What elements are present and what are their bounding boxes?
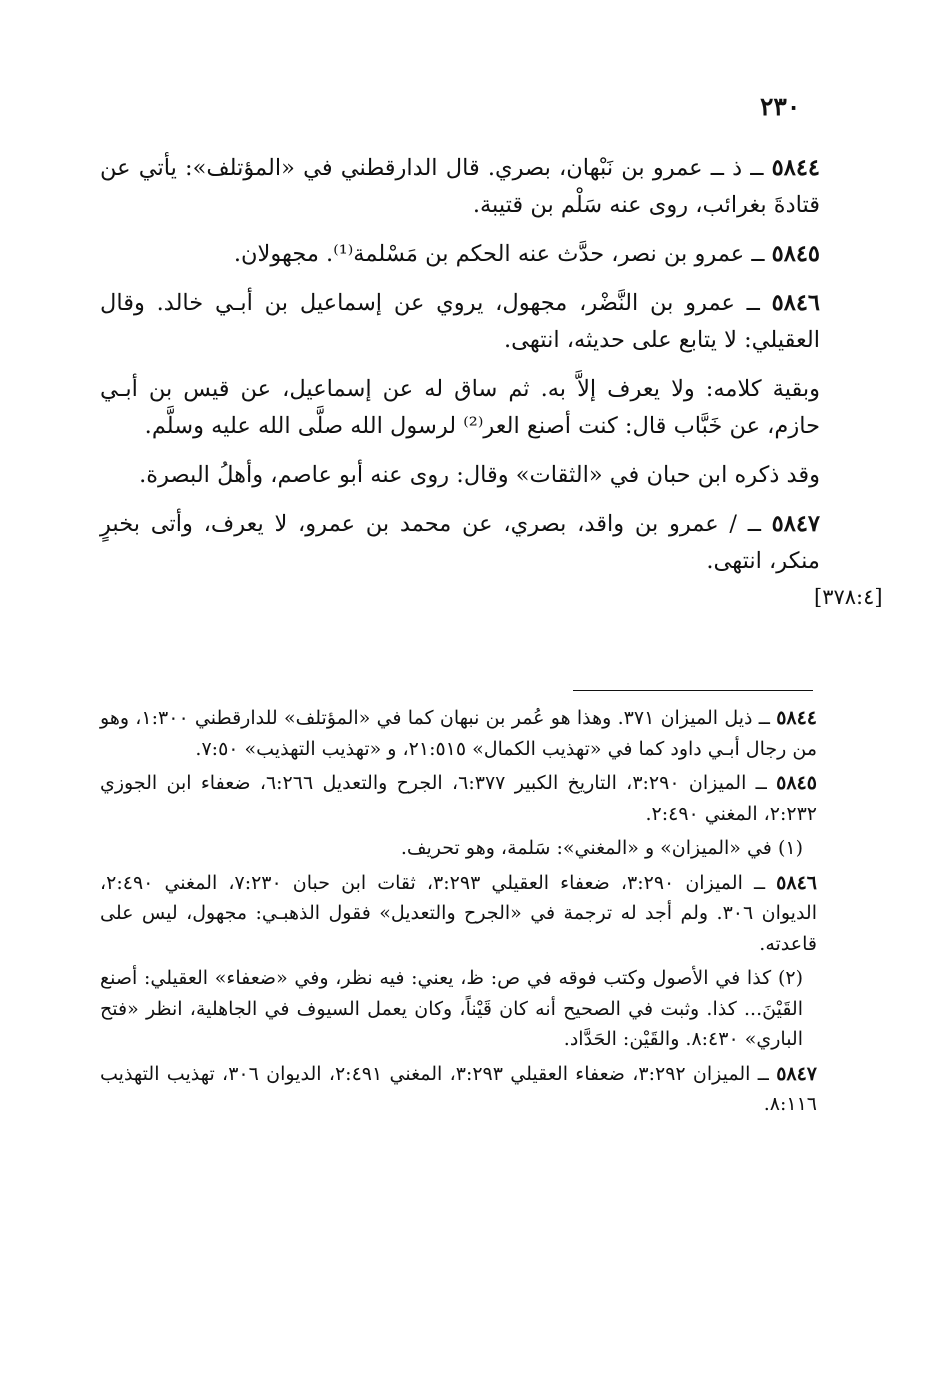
- note-label: ٥٨٤٧: [776, 1062, 818, 1085]
- entry-text: وقد ذكره ابن حبان في «الثقات» وقال: روى عنه أبو عاصم، وأهلُ البصرة.: [139, 462, 820, 488]
- entry-5846-ibn-hibban: [100, 457, 820, 494]
- entry-text: ــ عمرو بن نصر، حدَّث عنه الحكم بن مَسْلمة⁽¹⁾. مجهولان.: [233, 241, 772, 267]
- page-number: ٢٣٠: [760, 92, 801, 121]
- note-label: ٥٨٤٤: [776, 707, 818, 729]
- footnote-rule: [573, 690, 813, 691]
- footnotes: [100, 703, 817, 1124]
- entry-text: ــ عمرو بن النَّضْر، مجهول، يروي عن إسماعيل بن أبـي خالد. وقال العقيلي: لا يتابع على حديثه، انتهى.: [100, 290, 820, 353]
- note-label: ٥٨٤٥: [776, 772, 817, 794]
- note-text: كذا في الأصول وكتب فوقه في ص: ظ، يعني: فيه نظر، وفي «ضعفاء» العقيلي: أصنع القَيْنَ... كذا. وثبت في الصحيح أنه كان قَيْناً، وكان يعمل السيوف في الجاهلية، انظر «فتح الباري» ٨:٤٣٠. والقَيْن: الحَدَّاد.: [100, 967, 803, 1050]
- note-label: (٢): [777, 967, 803, 989]
- entry-number: ٥٨٤٧: [771, 511, 820, 537]
- note-label: (١): [777, 837, 803, 859]
- entry-text: ــ ذ ــ عمرو بن نَبْهان، بصري. قال الدارقطني في «المؤتلف»: يأتي عن قتادةَ بغرائب، روى عنه سَلْم بن قتيبة.: [100, 155, 820, 218]
- entry-text: ــ / عمرو بن واقد، بصري، عن محمد بن عمرو، لا يعرف، وأتى بخبرٍ منكر، انتهى.: [100, 511, 820, 574]
- note-5847: [100, 1059, 817, 1120]
- entry-number: ٥٨٤٦: [771, 290, 820, 316]
- entry-5846-continuation: [100, 371, 820, 445]
- note-text: ــ الميزان ٣:٢٩٢، ضعفاء العقيلي ٣:٢٩٣، المغني ٢:٤٩١، الديوان ٣٠٦، تهذيب التهذيب ٨:١١٦.: [100, 1062, 817, 1115]
- main-text: [100, 150, 820, 592]
- entry-text: وبقية كلامه: ولا يعرف إلاَّ به. ثم ساق له عن إسماعيل، عن قيس بن أبـي حازم، عن خَبَّاب قال: كنت أصنع العر⁽²⁾ لرسول الله صلَّى الله عليه وسلَّم.: [100, 376, 820, 439]
- entry-5844: [100, 150, 820, 224]
- entry-5847: [100, 506, 820, 580]
- note-text: ــ الميزان ٣:٢٩٠، التاريخ الكبير ٦:٣٧٧، الجرح والتعديل ٦:٢٦٦، ضعفاء ابن الجوزي ٢:٢٣٢، المغني ٢:٤٩٠.: [100, 772, 817, 825]
- footnote-2: [100, 963, 817, 1055]
- entry-number: ٥٨٤٤: [771, 155, 820, 181]
- note-text: ــ ذيل الميزان ٣٧١. وهذا هو عُمر بن نبهان كما في «المؤتلف» للدارقطني ١:٣٠٠، وهو من رجال أبـي داود كما في «تهذيب الكمال» ٢١:٥١٥، و «تهذيب التهذيب» ٧:٥٠.: [100, 707, 817, 760]
- note-5845: [100, 768, 817, 829]
- note-5846: [100, 868, 817, 960]
- note-5844: [100, 703, 817, 764]
- note-text: ــ الميزان ٣:٢٩٠، ضعفاء العقيلي ٣:٢٩٣، ثقات ابن حبان ٧:٢٣٠، المغني ٢:٤٩٠، الديوان ٣٠٦. ولم أجد له ترجمة في «الجرح والتعديل» فقول الذهبـي: مجهول، ليس على قاعدته.: [100, 871, 817, 955]
- note-label: ٥٨٤٦: [776, 871, 817, 894]
- entry-5846: [100, 285, 820, 359]
- margin-reference: [٣٧٨:٤]: [814, 585, 883, 609]
- note-text: في «الميزان» و «المغني»: سَلمة، وهو تحريف.: [400, 837, 778, 859]
- entry-number: ٥٨٤٥: [771, 241, 820, 267]
- entry-5845: [100, 236, 820, 273]
- footnote-1: [100, 833, 817, 864]
